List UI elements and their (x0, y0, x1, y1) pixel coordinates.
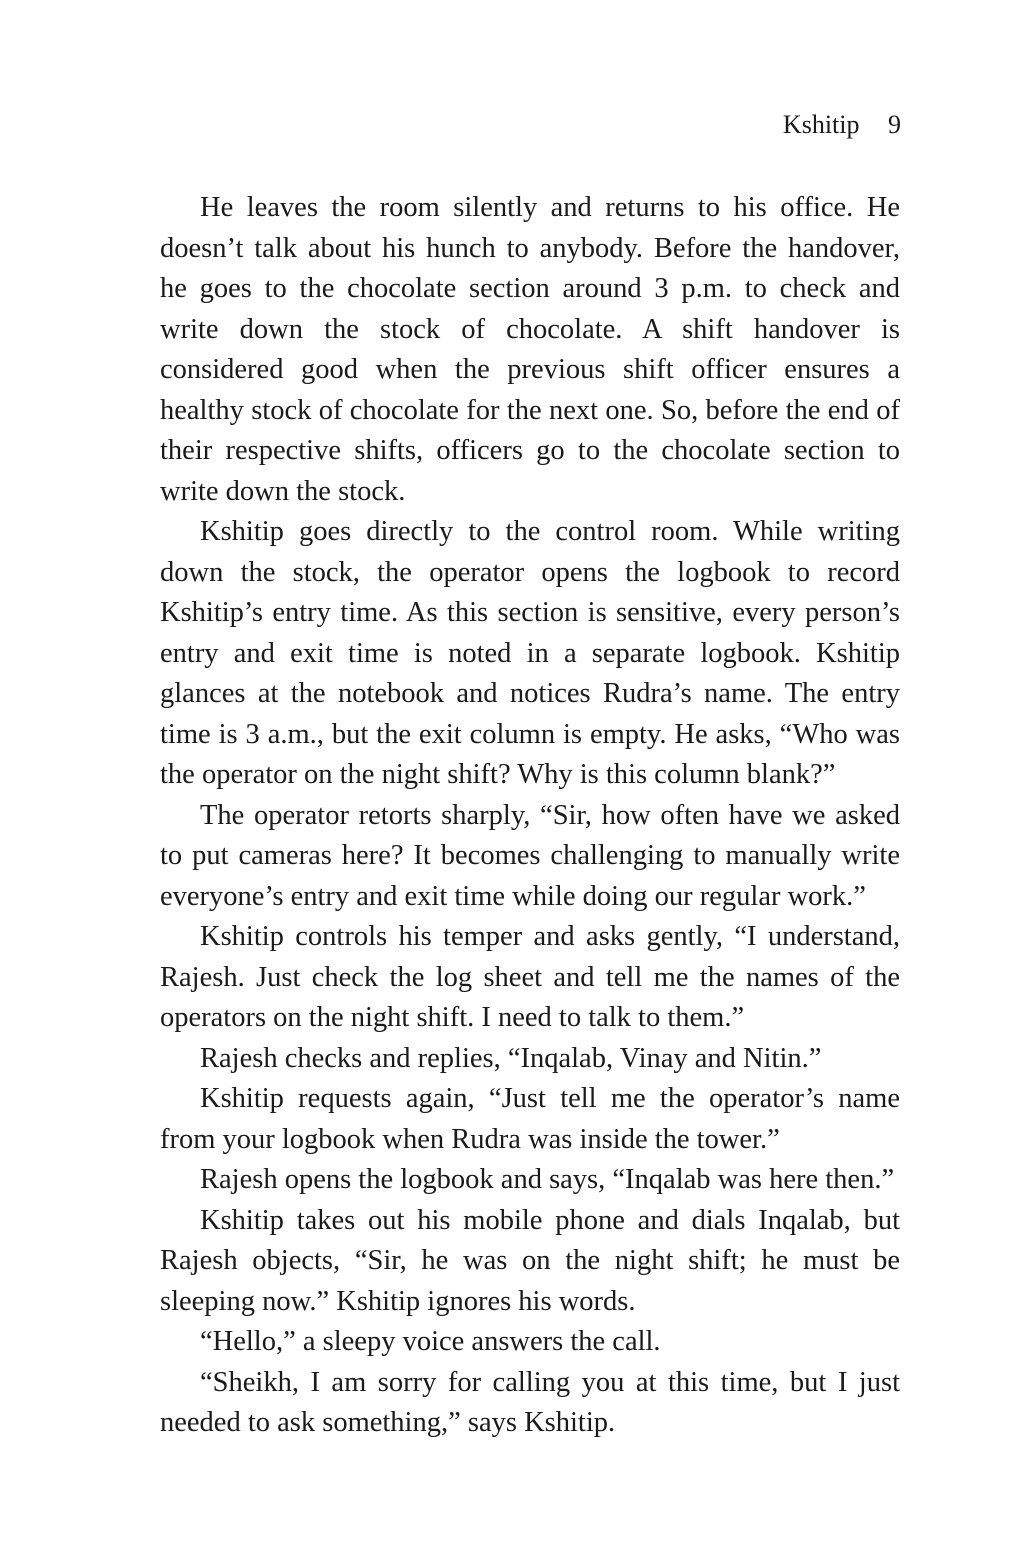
paragraph: Rajesh opens the logbook and says, “Inqalab was here then.” (200, 1164, 895, 1195)
paragraph: “Hello,” a sleepy voice answers the call. (200, 1326, 661, 1357)
paragraph: Rajesh checks and replies, “Inqalab, Vinay and Nitin.” (200, 1042, 822, 1074)
paragraph: Kshitip controls his temper and asks gently, “I understand, Rajesh. Just check the log sheet and tell me the names of the operators on the night shift. I need to talk to them.” (160, 921, 900, 1033)
running-head-title: Kshitip (782, 110, 860, 139)
running-head (783, 108, 901, 142)
page-number: 9 (888, 110, 901, 139)
paragraph: “Sheikh, I am sorry for calling you at this time, but I just needed to ask something,” says Kshitip. (160, 1366, 900, 1438)
paragraph: He leaves the room silently and returns to his office. He doesn’t talk about his hunch to anybody. Before the handover, he goes to the chocolate section around 3 p.m. to check and write down the stock of chocolate. A shift handover is considered good when the previous shift officer ensures a healthy stock of chocolate for the next one. So, before the end of their respective shifts, officers go to the chocolate section to write down the stock. (160, 192, 900, 507)
body-text (160, 188, 900, 1444)
paragraph: Kshitip takes out his mobile phone and dials Inqalab, but Rajesh objects, “Sir, he was on the night shift; he must be sleeping now.” Kshitip ignores his words. (160, 1204, 900, 1317)
paragraph: Kshitip requests again, “Just tell me the operator’s name from your logbook when Rudra was inside the tower.” (160, 1083, 900, 1155)
paragraph: Kshitip goes directly to the control room. While writing down the stock, the operator opens the logbook to record Kshitip’s entry time. As this section is sensitive, every person’s entry and exit time is noted in a separate logbook. Kshitip glances at the notebook and notices Rudra’s name. The entry time is 3 a.m., but the exit column is empty. He asks, “Who was the operator on the night shift? Why is this column blank?” (160, 516, 900, 790)
paragraph: The operator retorts sharply, “Sir, how often have we asked to put cameras here? It becomes challenging to manually write everyone’s entry and exit time while doing our regular work.” (160, 799, 900, 912)
